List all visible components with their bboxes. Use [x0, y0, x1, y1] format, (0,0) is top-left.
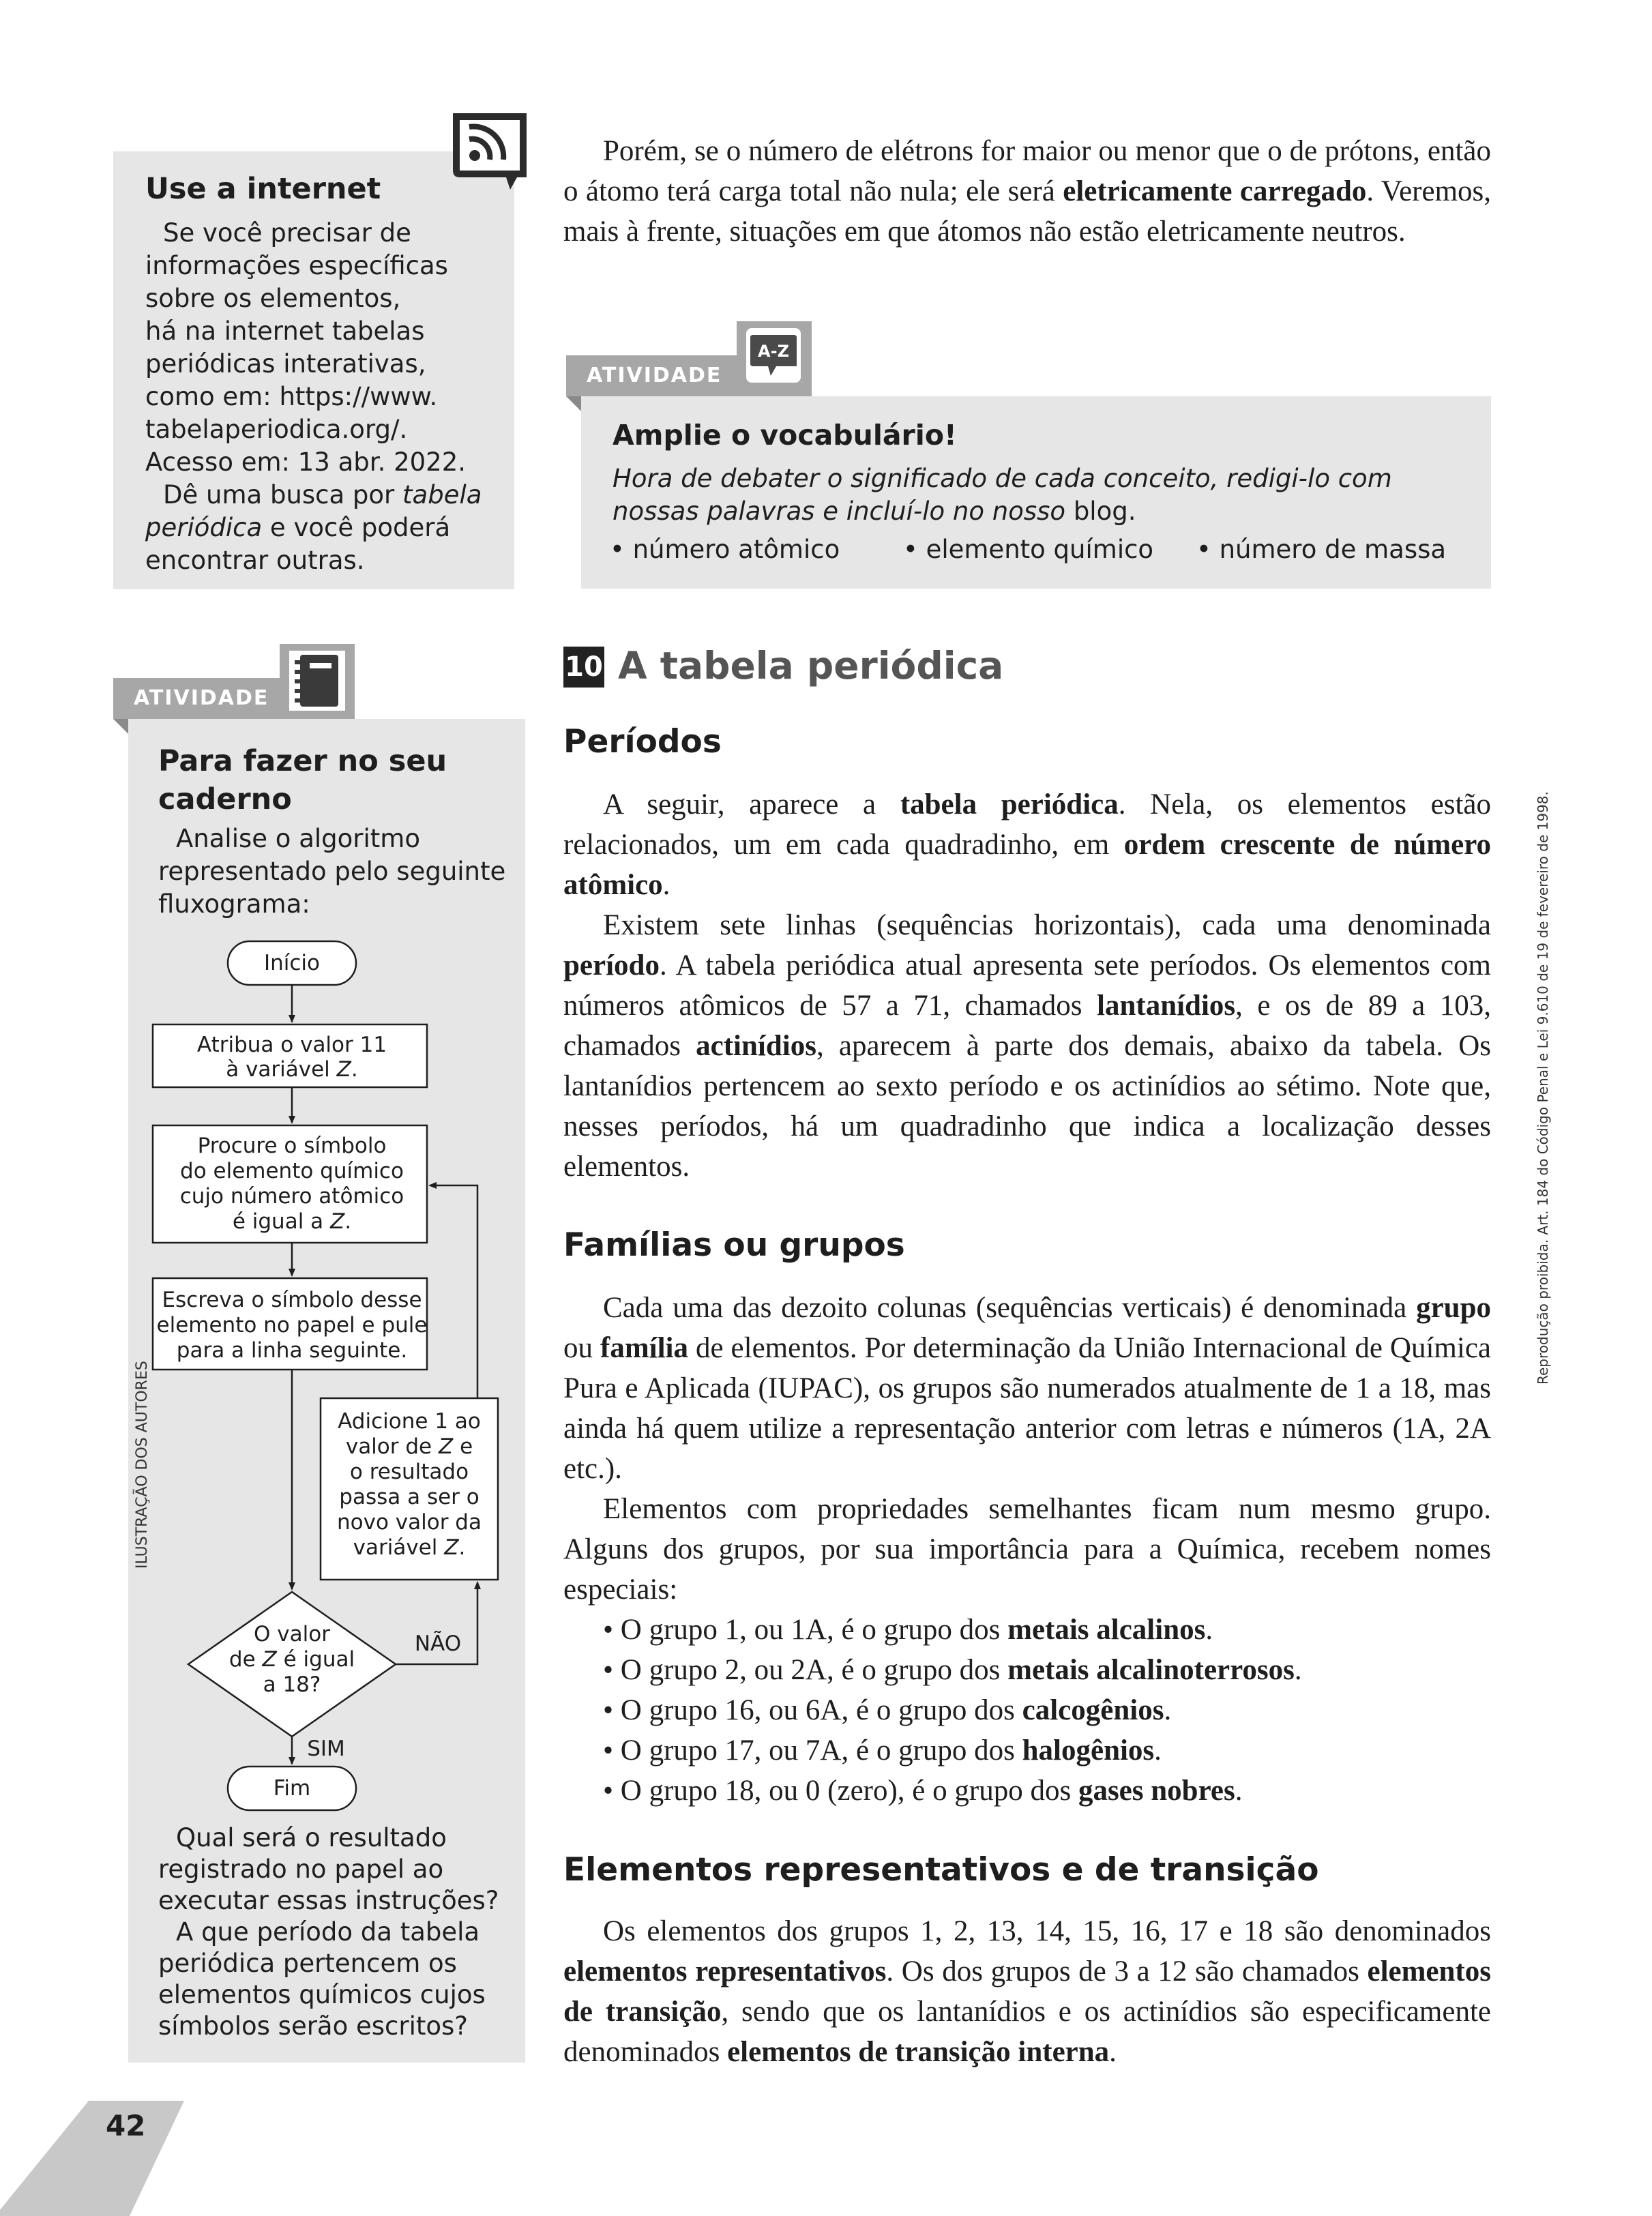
- section-title: A tabela periódica: [618, 644, 1004, 688]
- heading-periodos: Períodos: [563, 723, 722, 760]
- svg-text:Escreva o símbolo desse: Escreva o símbolo desse: [162, 1288, 422, 1312]
- section-number: 10: [563, 647, 604, 688]
- intro-paragraph: Porém, se o número de elétrons for maior ou menor que o de prótons, então o átomo terá carga total não nula; ele será eletricamente carregado. Veremos, mais à frente, situações em que átomos não estão eletricamente neutros.: [563, 135, 1491, 248]
- svg-text:Procure o símbolo: Procure o símbolo: [197, 1134, 387, 1158]
- svg-text:novo valor da: novo valor da: [337, 1510, 482, 1535]
- svg-text:Atribua o valor 11: Atribua o valor 11: [196, 1033, 387, 1057]
- illustration-credit: ILUSTRAÇÃO DOS AUTORES: [134, 1361, 151, 1569]
- list-item: • O grupo 17, ou 7A, é o grupo dos halogênios.: [603, 1734, 1162, 1767]
- list-item: • O grupo 18, ou 0 (zero), é o grupo dos gases nobres.: [603, 1775, 1243, 1807]
- internet-tip-text: Se você precisar de informações específicas sobre os elementos, há na internet tabelas periódicas interativas, como em: https://www. tabelaperiodica.org/. Acesso em: 13 abr. 2022. Dê uma busca por tabela periódica e você poderá encontrar outras.: [145, 217, 500, 577]
- groups-list: [603, 1610, 1490, 1811]
- svg-text:passa a ser o: passa a ser o: [339, 1485, 480, 1509]
- activity-notebook-title: Para fazer no seu caderno: [158, 744, 447, 816]
- activity-notebook-intro: Analise o algoritmo representado pelo seguinte fluxograma:: [158, 824, 506, 919]
- page-number-tab: [0, 2101, 184, 2216]
- svg-text:valor de Z e: valor de Z e: [345, 1434, 473, 1459]
- az-icon-label: A-Z: [758, 342, 789, 361]
- svg-text:é igual a Z.: é igual a Z.: [232, 1209, 352, 1234]
- svg-text:do elemento químico: do elemento químico: [180, 1159, 404, 1183]
- activity-notebook-iconbox: [280, 644, 355, 719]
- activity-tab: ATIVIDADE: [113, 678, 286, 719]
- heading-elementos: Elementos representativos e de transição: [563, 1851, 1319, 1889]
- familias-text: Cada uma das dezoito colunas (sequências verticais) é denominada grupo ou família de elementos. Por determinação da União Internacional de Química Pura e Aplicada (IUPAC), os grupos são numerados atualmente de 1 a 18, mas ainda há quem utilize a representação anterior com letras e números (1A, 2A etc.). Elementos com propriedades semelhantes ficam num mesmo grupo. Alguns dos grupos, por sua importância para a Química, recebem nomes especiais:: [563, 1292, 1492, 1606]
- flowchart-start-label: Início: [263, 951, 321, 975]
- elementos-text: Os elementos dos grupos 1, 2, 13, 14, 15, 16, 17 e 18 são denominados elementos representativos. Os dos grupos de 3 a 12 são chamados elementos de transição, sendo que os lantanídios e os actinídios são especificamente denominados elementos de transição interna.: [563, 1915, 1491, 2068]
- svg-text:para a linha seguinte.: para a linha seguinte.: [176, 1338, 408, 1363]
- svg-text:cujo número atômico: cujo número atômico: [179, 1184, 404, 1209]
- internet-link-part1: como em: https://www.: [145, 382, 438, 411]
- activity-vocab-text: Hora de debater o significado de cada conceito, redigi-lo com nossas palavras e incluí-lo no nosso blog.: [613, 464, 1392, 526]
- activity-tab-flap: [113, 719, 128, 734]
- rss-icon: [450, 110, 529, 198]
- flowchart-end-label: Fim: [273, 1776, 311, 1801]
- vocab-item: • número atômico: [610, 535, 840, 564]
- flowchart-no-label: NÃO: [414, 1631, 462, 1656]
- copyright-side-note: Reprodução proibida. Art. 184 do Código Penal e Lei 9.610 de 19 de fevereiro de 1998.: [1535, 791, 1551, 1385]
- activity-vocab-title: Amplie o vocabulário!: [613, 419, 957, 452]
- activity-tab: ATIVIDADE: [566, 355, 743, 396]
- svg-text:Adicione 1 ao: Adicione 1 ao: [338, 1409, 481, 1434]
- list-item: • O grupo 2, ou 2A, é o grupo dos metais alcalinoterrosos.: [603, 1654, 1302, 1686]
- list-item: • O grupo 1, ou 1A, é o grupo dos metais alcalinos.: [603, 1614, 1213, 1646]
- svg-text:elemento no papel e pule: elemento no papel e pule: [156, 1313, 428, 1338]
- svg-text:O valor: O valor: [254, 1622, 330, 1646]
- svg-text:à variável Z.: à variável Z.: [226, 1057, 358, 1082]
- vocab-item: • número de massa: [1196, 535, 1447, 564]
- internet-link-part2: tabelaperiodica.org/.: [145, 415, 408, 444]
- periodos-text: A seguir, aparece a tabela periódica. Nela, os elementos estão relacionados, um em cada quadradinho, em ordem crescente de número atômico. Existem sete linhas (sequências horizontais), cada uma denominada período. A tabela periódica atual apresenta sete períodos. Os elementos com números atômicos de 57 a 71, chamados lantanídios, e os de 89 a 103, chamados actinídios, aparecem à parte dos demais, abaixo da tabela. Os lantanídios pertencem ao sexto período e os actinídios ao sétimo. Note que, nesses períodos, há um quadradinho que indica a localização desses elementos.: [563, 788, 1492, 1183]
- az-icon: [737, 321, 812, 396]
- svg-text:o resultado: o resultado: [349, 1460, 469, 1484]
- activity-vocab-iconbox: [737, 321, 812, 396]
- svg-text:a 18?: a 18?: [263, 1672, 321, 1697]
- svg-text:variável Z.: variável Z.: [353, 1535, 466, 1560]
- svg-text:de Z é igual: de Z é igual: [228, 1647, 355, 1672]
- notebook-icon: [280, 644, 355, 719]
- activity-tab-flap: [566, 396, 581, 411]
- flowchart-yes-label: SIM: [307, 1737, 345, 1761]
- flowchart: [128, 921, 525, 1828]
- list-item: • O grupo 16, ou 6A, é o grupo dos calcogênios.: [603, 1694, 1172, 1726]
- page-number: 42: [106, 2109, 146, 2142]
- heading-familias: Famílias ou grupos: [563, 1226, 905, 1264]
- activity-notebook-questions: Qual será o resultado registrado no papel ao executar essas instruções? A que período da tabela periódica pertencem os elementos químicos cujos símbolos serão escritos?: [158, 1823, 499, 2041]
- internet-tip-title: Use a internet: [145, 172, 381, 206]
- vocab-item: • elemento químico: [903, 535, 1154, 564]
